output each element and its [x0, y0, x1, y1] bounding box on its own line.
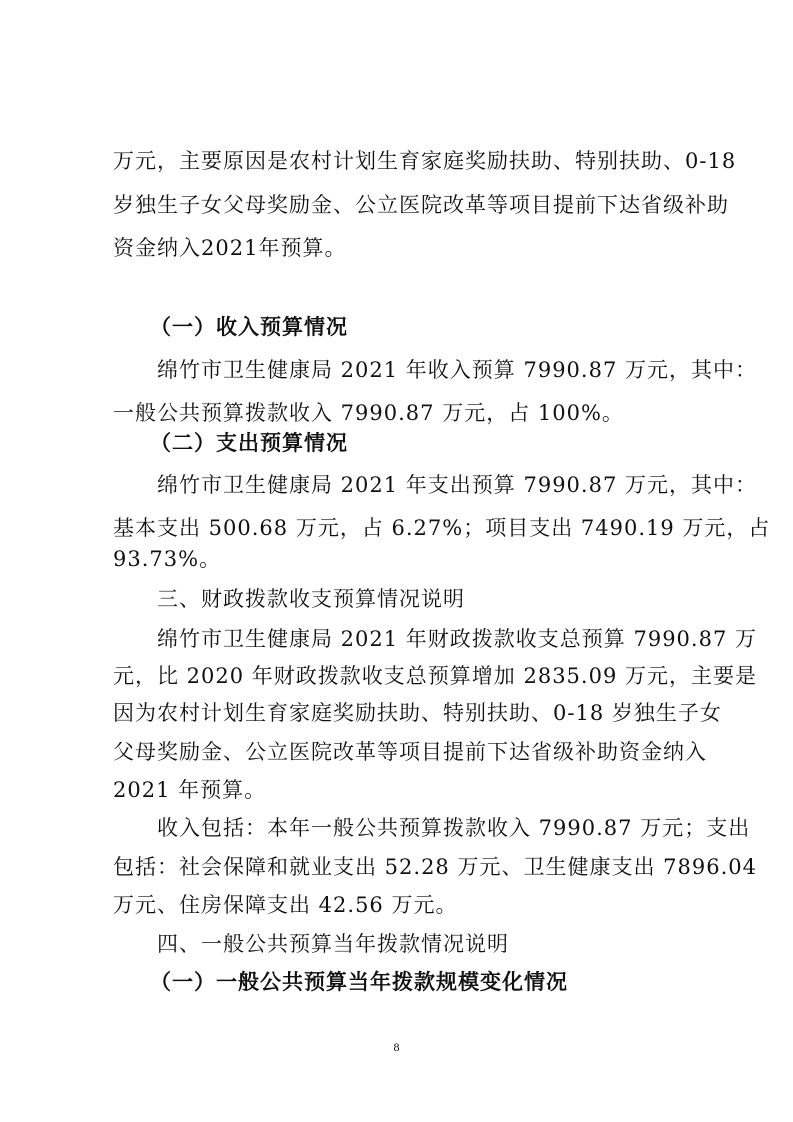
section-three-heading: 三、财政拨款收支预算情况说明 [157, 587, 465, 611]
section-four-heading: 四、一般公共预算当年拨款情况说明 [157, 932, 509, 956]
intro-line-1: 万元，主要原因是农村计划生育家庭奖励扶助、特别扶助、0-18 [113, 149, 737, 173]
expense-line-1: 绵竹市卫生健康局 2021 年支出预算 7990.87 万元，其中： [157, 473, 757, 497]
section-three-p1-line-4: 父母奖励金、公立医院改革等项目提前下达省级补助资金纳入 [113, 740, 707, 764]
section-three-p2-line-3: 万元、住房保障支出 42.56 万元。 [113, 893, 458, 917]
income-line-2: 一般公共预算拨款收入 7990.87 万元，占 100%。 [113, 401, 624, 425]
section-three-p1-line-1: 绵竹市卫生健康局 2021 年财政拨款收支总预算 7990.87 万 [157, 627, 757, 651]
expense-line-2: 基本支出 500.68 万元，占 6.27%；项目支出 7490.19 万元，占 [113, 516, 771, 540]
section-three-p1-line-5: 2021 年预算。 [113, 778, 267, 802]
section-three-p1-line-3: 因为农村计划生育家庭奖励扶助、特别扶助、0-18 岁独生子女 [113, 701, 722, 725]
section-four-subheading: （一）一般公共预算当年拨款规模变化情况 [150, 970, 568, 994]
page-number: 8 [393, 1040, 400, 1054]
section-three-p1-line-2: 元，比 2020 年财政拨款收支总预算增加 2835.09 万元，主要是 [113, 664, 757, 688]
income-heading: （一）收入预算情况 [150, 315, 348, 339]
section-three-p2-line-2: 包括：社会保障和就业支出 52.28 万元、卫生健康支出 7896.04 [113, 855, 757, 879]
expense-line-3: 93.73%。 [113, 547, 222, 571]
expense-heading: （二）支出预算情况 [150, 431, 348, 455]
income-line-1: 绵竹市卫生健康局 2021 年收入预算 7990.87 万元，其中： [157, 358, 757, 382]
intro-line-2: 岁独生子女父母奖励金、公立医院改革等项目提前下达省级补助 [113, 193, 729, 217]
section-three-p2-line-1: 收入包括：本年一般公共预算拨款收入 7990.87 万元；支出 [157, 816, 751, 840]
intro-line-3: 资金纳入2021年预算。 [113, 236, 347, 260]
